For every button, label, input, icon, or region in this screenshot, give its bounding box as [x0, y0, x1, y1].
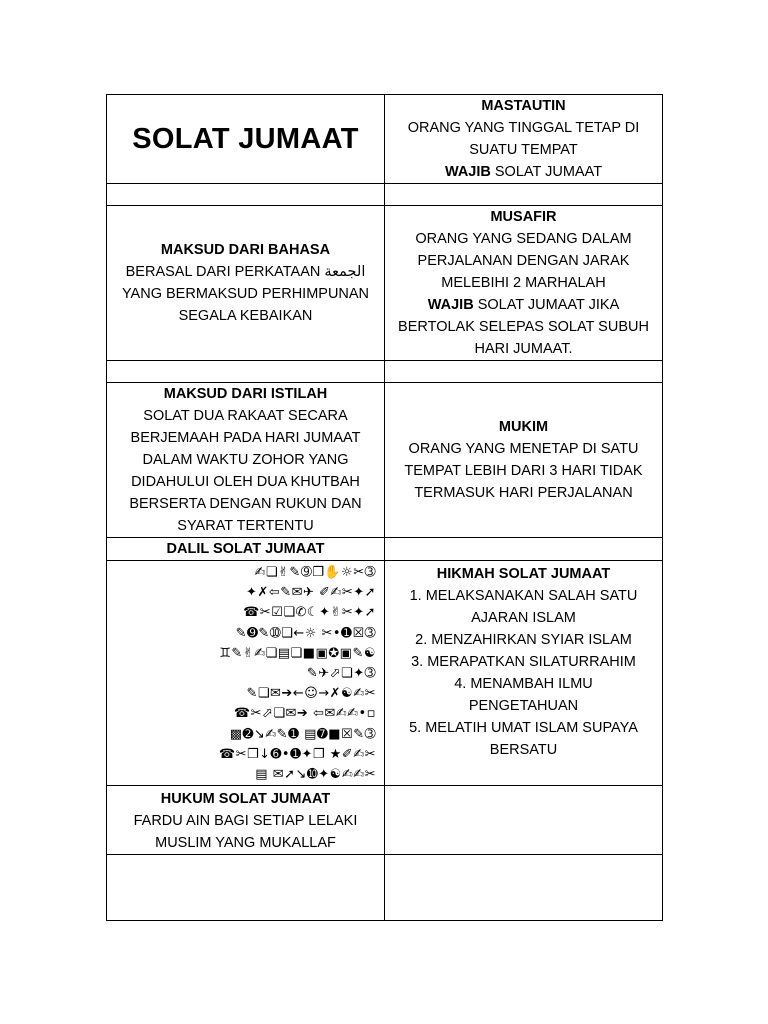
info-table: [106, 94, 663, 921]
mukim-cell: [385, 383, 663, 538]
mastautin-heading: MASTAUTIN: [481, 98, 566, 114]
empty-cell: [385, 855, 663, 921]
istilah-line: DIDAHULUI OLEH DUA KHUTBAH: [131, 474, 360, 490]
dalil-symbol-line: ☎✂☑❏✆☾✦✌✂✦➚: [243, 605, 376, 621]
hikmah-line: 5. MELATIH UMAT ISLAM SUPAYA: [409, 720, 638, 736]
table-row: [107, 206, 663, 361]
musafir-line: ORANG YANG SEDANG DALAM: [415, 231, 632, 247]
empty-cell: [107, 184, 385, 206]
mastautin-wajib-line: [391, 161, 656, 183]
bahasa-line: [113, 261, 378, 283]
spacer-row: [107, 855, 663, 921]
hukum-heading: HUKUM SOLAT JUMAAT: [160, 791, 331, 808]
bahasa-heading: MAKSUD DARI BAHASA: [160, 242, 331, 258]
istilah-line: BERJEMAAH PADA HARI JUMAAT: [130, 430, 361, 446]
hukum-line: FARDU AIN BAGI SETIAP LELAKI: [133, 813, 358, 830]
mastautin-wajib: WAJIB: [444, 164, 491, 180]
dalil-symbol-line: ✎✈⬀❏✦➂: [306, 666, 376, 682]
page-title: SOLAT JUMAAT: [132, 123, 359, 155]
dalil-symbol-line: ✎❏✉➔←☺→✗☯✍✂: [246, 686, 376, 702]
hikmah-line: BERSATU: [489, 742, 558, 758]
dalil-symbol-line: ♊✎✌✍❏▤❏■▣✪▣✎☯: [219, 645, 376, 661]
bahasa-line-text: BERASAL DARI PERKATAAN: [125, 264, 325, 280]
hukum-cell: [107, 786, 385, 855]
title-cell: [107, 95, 385, 184]
dalil-symbol-line: ☎✂❐↓➏•➊✦❐ ★✐✍✂: [218, 746, 376, 762]
hikmah-line: AJARAN ISLAM: [471, 610, 576, 626]
table-row: [107, 561, 663, 786]
mastautin-cell: [385, 95, 663, 184]
istilah-heading: MAKSUD DARI ISTILAH: [163, 386, 328, 402]
mukim-line: TERMASUK HARI PERJALANAN: [414, 485, 633, 501]
table-row: [107, 383, 663, 538]
empty-cell: [385, 538, 663, 561]
arabic-word: الجمعة: [324, 264, 366, 280]
bahasa-line: SEGALA KEBAIKAN: [178, 308, 313, 324]
hikmah-cell: [385, 561, 663, 786]
empty-cell: [385, 786, 663, 855]
table-row: [107, 786, 663, 855]
hukum-line: MUSLIM YANG MUKALLAF: [155, 835, 336, 852]
dalil-symbol-line: ✍❏✌✎➈❐✋☼✂➂: [254, 565, 376, 580]
worksheet: [106, 94, 662, 916]
empty-cell: [107, 855, 385, 921]
table-row: [107, 95, 663, 184]
musafir-line: MELEBIHI 2 MARHALAH: [441, 275, 606, 291]
mastautin-line: ORANG YANG TINGGAL TETAP DI: [407, 120, 640, 136]
musafir-wajib: WAJIB: [427, 297, 474, 313]
empty-cell: [385, 184, 663, 206]
spacer-row: [107, 361, 663, 383]
dalil-symbol-line: ☎✂⬀❏✉➔ ⇦✉✍✍•▫: [233, 706, 376, 722]
hikmah-line: 3. MERAPATKAN SILATURRAHIM: [411, 654, 636, 670]
table-row: [107, 538, 663, 561]
dalil-symbol-line: ▤ ✉➚↘➓✦☯✍✍✂: [255, 767, 376, 783]
hikmah-line: PENGETAHUAN: [468, 698, 579, 714]
musafir-cell: [385, 206, 663, 361]
dalil-symbol-line: ▩➋↘✍✎➊ ▤➐■☒✎➂: [229, 726, 376, 742]
mukim-line: ORANG YANG MENETAP DI SATU: [408, 441, 639, 457]
musafir-line: HARI JUMAAT.: [474, 341, 573, 357]
mastautin-line: SUATU TEMPAT: [469, 142, 578, 158]
spacer-row: [107, 184, 663, 206]
mukim-line: TEMPAT LEBIH DARI 3 HARI TIDAK: [404, 463, 643, 479]
musafir-heading: MUSAFIR: [490, 209, 557, 225]
empty-cell: [385, 361, 663, 383]
dalil-symbol-line: ✎➒✎➉❏←☼ ✂•➊☒➂: [235, 625, 376, 641]
mastautin-wajib-rest: SOLAT JUMAAT: [490, 164, 603, 180]
bahasa-line: YANG BERMAKSUD PERHIMPUNAN: [121, 286, 370, 302]
musafir-wajib-line: [391, 294, 656, 316]
istilah-line: SYARAT TERTENTU: [177, 518, 314, 534]
mukim-heading: MUKIM: [498, 419, 549, 435]
hikmah-heading: HIKMAH SOLAT JUMAAT: [436, 566, 611, 582]
dalil-symbol-line: ✦✗⇦✎✉✈ ✐✍✂✦➚: [246, 585, 376, 601]
istilah-line: DALAM WAKTU ZOHOR YANG: [142, 452, 349, 468]
bahasa-cell: [107, 206, 385, 361]
dalil-heading-cell: [107, 538, 385, 561]
dalil-cell: [107, 561, 385, 786]
musafir-line: PERJALANAN DENGAN JARAK: [417, 253, 630, 269]
dalil-heading: DALIL SOLAT JUMAAT: [166, 541, 325, 557]
empty-cell: [107, 361, 385, 383]
istilah-cell: [107, 383, 385, 538]
hikmah-line: 2. MENZAHIRKAN SYIAR ISLAM: [415, 632, 632, 648]
hikmah-line: 1. MELAKSANAKAN SALAH SATU: [409, 588, 638, 604]
hikmah-line: 4. MENAMBAH ILMU: [454, 676, 593, 692]
istilah-line: BERSERTA DENGAN RUKUN DAN: [129, 496, 362, 512]
istilah-line: SOLAT DUA RAKAAT SECARA: [143, 408, 348, 424]
musafir-wajib-rest: SOLAT JUMAAT JIKA: [473, 297, 620, 313]
musafir-line: BERTOLAK SELEPAS SOLAT SUBUH: [398, 319, 649, 335]
